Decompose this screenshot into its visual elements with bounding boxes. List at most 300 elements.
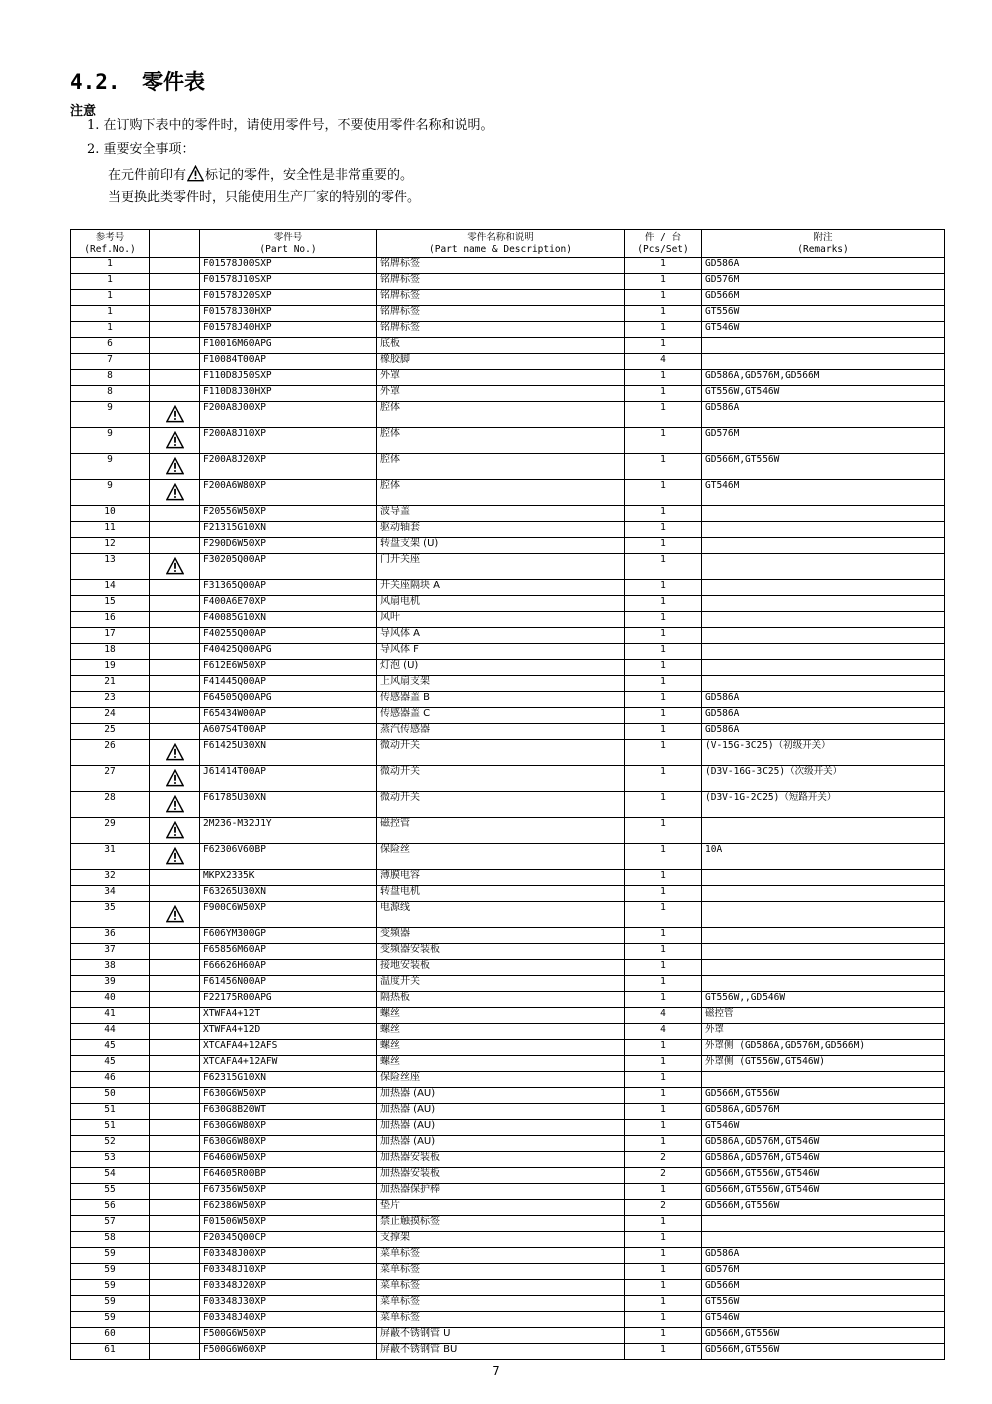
table-row [71, 1168, 945, 1184]
remarks-cell [702, 506, 945, 522]
warning-triangle-icon [166, 743, 184, 761]
part-no-cell: F612E6W50XP [200, 660, 377, 676]
table-row [71, 612, 945, 628]
remarks-cell: (D3V-16G-3C25)（次级开关） [702, 766, 945, 792]
table-row [71, 724, 945, 740]
header-part-name: 零件名称和说明 (Part name & Description) [377, 230, 625, 258]
remarks-cell [702, 338, 945, 354]
qty-cell: 1 [625, 944, 702, 960]
notes-title: 注意 [70, 104, 97, 119]
safety-mark-cell [150, 1168, 200, 1184]
part-name-cell: 传感器盖 B [377, 692, 625, 708]
table-row [71, 1232, 945, 1248]
part-name-cell: 门开关座 [377, 554, 625, 580]
table-row [71, 1008, 945, 1024]
qty-cell: 1 [625, 886, 702, 902]
part-no-cell: F61785U30XN [200, 792, 377, 818]
remarks-cell: 10A [702, 844, 945, 870]
part-no-cell: F200A8J00XP [200, 402, 377, 428]
ref-cell: 59 [71, 1248, 150, 1264]
part-name-cell: 支撑架 [377, 1232, 625, 1248]
remarks-cell [702, 928, 945, 944]
part-no-cell: F10084T00AP [200, 354, 377, 370]
qty-cell: 4 [625, 1008, 702, 1024]
safety-mark-cell [150, 766, 200, 792]
ref-cell: 15 [71, 596, 150, 612]
ref-cell: 29 [71, 818, 150, 844]
table-header-row [71, 230, 945, 258]
remarks-cell: GD566M,GT556W,GT546W [702, 1184, 945, 1200]
qty-cell: 1 [625, 1120, 702, 1136]
qty-cell: 1 [625, 554, 702, 580]
part-no-cell: F65856M60AP [200, 944, 377, 960]
part-no-cell: F500G6W60XP [200, 1344, 377, 1360]
part-name-cell: 螺丝 [377, 1008, 625, 1024]
remarks-cell [702, 1232, 945, 1248]
part-name-cell: 腔体 [377, 454, 625, 480]
part-name-cell: 温度开关 [377, 976, 625, 992]
part-name-cell: 转盘电机 [377, 886, 625, 902]
remarks-cell: GD586A [702, 402, 945, 428]
remarks-cell [702, 580, 945, 596]
notes-block [70, 100, 930, 213]
part-name-cell: 加热器安装板 [377, 1152, 625, 1168]
safety-mark-cell [150, 902, 200, 928]
safety-mark-cell [150, 596, 200, 612]
qty-cell: 1 [625, 992, 702, 1008]
ref-cell: 36 [71, 928, 150, 944]
part-no-cell: F630G6W80XP [200, 1136, 377, 1152]
safety-mark-cell [150, 708, 200, 724]
qty-cell: 1 [625, 322, 702, 338]
remarks-cell: GT556W [702, 306, 945, 322]
header-qty: 件 / 台 (Pcs/Set) [625, 230, 702, 258]
safety-mark-cell [150, 792, 200, 818]
part-name-cell: 加热器 (AU) [377, 1088, 625, 1104]
part-name-cell: 加热器 (AU) [377, 1136, 625, 1152]
part-no-cell: F630G6W50XP [200, 1088, 377, 1104]
safety-mark-cell [150, 886, 200, 902]
part-no-cell: F62315G10XN [200, 1072, 377, 1088]
ref-cell: 9 [71, 402, 150, 428]
remarks-cell [702, 596, 945, 612]
table-row [71, 506, 945, 522]
warning-triangle-icon [166, 431, 184, 449]
qty-cell: 1 [625, 306, 702, 322]
part-no-cell: F01578J20SXP [200, 290, 377, 306]
part-no-cell: F66626H60AP [200, 960, 377, 976]
safety-mark-cell [150, 338, 200, 354]
remarks-cell: 外罩 [702, 1024, 945, 1040]
ref-cell: 26 [71, 740, 150, 766]
safety-mark-cell [150, 1232, 200, 1248]
part-name-cell: 保险丝座 [377, 1072, 625, 1088]
section-number: 4.2. [70, 70, 121, 94]
table-row [71, 1120, 945, 1136]
safety-mark-cell [150, 992, 200, 1008]
remarks-cell [702, 1072, 945, 1088]
header-part-no: 零件号 (Part No.) [200, 230, 377, 258]
remarks-cell: GT556W [702, 1296, 945, 1312]
remarks-cell: 外罩侧 (GT556W,GT546W) [702, 1056, 945, 1072]
qty-cell: 1 [625, 870, 702, 886]
part-no-cell: F03348J20XP [200, 1280, 377, 1296]
qty-cell: 1 [625, 454, 702, 480]
ref-cell: 57 [71, 1216, 150, 1232]
safety-mark-cell [150, 554, 200, 580]
part-name-cell: 风叶 [377, 612, 625, 628]
part-name-cell: 电源线 [377, 902, 625, 928]
ref-cell: 45 [71, 1040, 150, 1056]
table-row [71, 354, 945, 370]
part-no-cell: F03348J30XP [200, 1296, 377, 1312]
header-remarks: 附注 (Remarks) [702, 230, 945, 258]
safety-mark-cell [150, 612, 200, 628]
ref-cell: 1 [71, 306, 150, 322]
safety-mark-cell [150, 976, 200, 992]
note-item-1: 1. 在订购下表中的零件时，请使用零件号，不要使用零件名称和说明。 [87, 118, 494, 133]
safety-mark-cell [150, 928, 200, 944]
safety-mark-cell [150, 1312, 200, 1328]
table-row [71, 928, 945, 944]
ref-cell: 16 [71, 612, 150, 628]
ref-cell: 41 [71, 1008, 150, 1024]
table-row [71, 1184, 945, 1200]
table-row [71, 596, 945, 612]
part-no-cell: F01578J30HXP [200, 306, 377, 322]
part-name-cell: 菜单标签 [377, 1280, 625, 1296]
part-no-cell: F40255Q00AP [200, 628, 377, 644]
remarks-cell: GD576M [702, 1264, 945, 1280]
part-name-cell: 加热器安装板 [377, 1168, 625, 1184]
part-name-cell: 薄膜电容 [377, 870, 625, 886]
safety-mark-cell [150, 1296, 200, 1312]
part-name-cell: 转盘支架 (U) [377, 538, 625, 554]
ref-cell: 9 [71, 428, 150, 454]
warning-triangle-icon [187, 165, 204, 182]
ref-cell: 34 [71, 886, 150, 902]
remarks-cell: GT546W [702, 1312, 945, 1328]
part-no-cell: F10016M60APG [200, 338, 377, 354]
qty-cell: 1 [625, 724, 702, 740]
part-name-cell: 磁控管 [377, 818, 625, 844]
table-row [71, 1200, 945, 1216]
table-row [71, 580, 945, 596]
ref-cell: 14 [71, 580, 150, 596]
remarks-cell: GT556W,GT546W [702, 386, 945, 402]
qty-cell: 1 [625, 402, 702, 428]
remarks-cell [702, 660, 945, 676]
remarks-cell: GT556W,,GD546W [702, 992, 945, 1008]
part-no-cell: F500G6W50XP [200, 1328, 377, 1344]
part-no-cell: F01578J00SXP [200, 258, 377, 274]
parts-table [70, 229, 945, 1360]
table-row [71, 792, 945, 818]
remarks-cell: GT546W [702, 322, 945, 338]
ref-cell: 21 [71, 676, 150, 692]
remarks-cell: GD586A [702, 708, 945, 724]
qty-cell: 1 [625, 370, 702, 386]
part-no-cell: F41445Q00AP [200, 676, 377, 692]
part-name-cell: 微动开关 [377, 792, 625, 818]
ref-cell: 9 [71, 480, 150, 506]
safety-mark-cell [150, 844, 200, 870]
part-name-cell: 腔体 [377, 428, 625, 454]
safety-mark-cell [150, 1280, 200, 1296]
table-row [71, 1136, 945, 1152]
remarks-cell [702, 870, 945, 886]
page-number: 7 [492, 1364, 500, 1378]
note-item-2-line-1 [70, 165, 930, 189]
part-name-cell: 菜单标签 [377, 1264, 625, 1280]
qty-cell: 1 [625, 1088, 702, 1104]
qty-cell: 1 [625, 1072, 702, 1088]
ref-cell: 12 [71, 538, 150, 554]
qty-cell: 1 [625, 1040, 702, 1056]
part-no-cell: F22175R00APG [200, 992, 377, 1008]
ref-cell: 59 [71, 1264, 150, 1280]
ref-cell: 11 [71, 522, 150, 538]
part-name-cell: 波导盖 [377, 506, 625, 522]
part-no-cell: F61425U30XN [200, 740, 377, 766]
safety-mark-cell [150, 692, 200, 708]
part-no-cell: F03348J10XP [200, 1264, 377, 1280]
qty-cell: 1 [625, 506, 702, 522]
qty-cell: 1 [625, 1328, 702, 1344]
table-row [71, 766, 945, 792]
ref-cell: 61 [71, 1344, 150, 1360]
table-row [71, 902, 945, 928]
safety-mark-cell [150, 370, 200, 386]
safety-mark-cell [150, 870, 200, 886]
safety-mark-cell [150, 1216, 200, 1232]
ref-cell: 35 [71, 902, 150, 928]
remarks-cell [702, 522, 945, 538]
qty-cell: 1 [625, 1184, 702, 1200]
part-name-cell: 变频器安装板 [377, 944, 625, 960]
table-row [71, 428, 945, 454]
safety-mark-cell [150, 628, 200, 644]
part-name-cell: 腔体 [377, 480, 625, 506]
table-row [71, 1280, 945, 1296]
part-name-cell: 禁止触摸标签 [377, 1216, 625, 1232]
part-no-cell: MKPX2335K [200, 870, 377, 886]
remarks-cell: (D3V-1G-2C25)（短路开关） [702, 792, 945, 818]
part-no-cell: F630G8B20WT [200, 1104, 377, 1120]
part-no-cell: F630G6W80XP [200, 1120, 377, 1136]
table-row [71, 1216, 945, 1232]
table-row [71, 1248, 945, 1264]
part-no-cell: F900C6W50XP [200, 902, 377, 928]
warning-triangle-icon [166, 557, 184, 575]
ref-cell: 58 [71, 1232, 150, 1248]
part-name-cell: 传感器盖 C [377, 708, 625, 724]
safety-mark-cell [150, 724, 200, 740]
safety-mark-cell [150, 274, 200, 290]
part-no-cell: A607S4T00AP [200, 724, 377, 740]
ref-cell: 45 [71, 1056, 150, 1072]
remarks-cell [702, 818, 945, 844]
part-name-cell: 屏蔽不锈钢管 BU [377, 1344, 625, 1360]
table-row [71, 740, 945, 766]
remarks-cell: GD586A [702, 1248, 945, 1264]
warning-triangle-icon [166, 405, 184, 423]
safety-mark-cell [150, 454, 200, 480]
table-row [71, 1152, 945, 1168]
table-row [71, 258, 945, 274]
part-name-cell: 外罩 [377, 386, 625, 402]
safety-mark-cell [150, 386, 200, 402]
qty-cell: 1 [625, 274, 702, 290]
table-row [71, 944, 945, 960]
part-no-cell: F110D8J50SXP [200, 370, 377, 386]
part-name-cell: 螺丝 [377, 1024, 625, 1040]
part-no-cell: F62386W50XP [200, 1200, 377, 1216]
part-no-cell: F65434W00AP [200, 708, 377, 724]
qty-cell: 1 [625, 960, 702, 976]
ref-cell: 9 [71, 454, 150, 480]
warning-triangle-icon [166, 821, 184, 839]
safety-mark-cell [150, 506, 200, 522]
ref-cell: 10 [71, 506, 150, 522]
qty-cell: 1 [625, 258, 702, 274]
ref-cell: 44 [71, 1024, 150, 1040]
ref-cell: 59 [71, 1280, 150, 1296]
qty-cell: 4 [625, 1024, 702, 1040]
table-row [71, 644, 945, 660]
warning-triangle-icon [166, 457, 184, 475]
table-row [71, 538, 945, 554]
remarks-cell: GD586A [702, 724, 945, 740]
table-row [71, 274, 945, 290]
ref-cell: 17 [71, 628, 150, 644]
part-no-cell: XTWFA4+12T [200, 1008, 377, 1024]
remarks-cell [702, 886, 945, 902]
part-name-cell: 铭牌标签 [377, 258, 625, 274]
ref-cell: 27 [71, 766, 150, 792]
table-row [71, 454, 945, 480]
part-name-cell: 螺丝 [377, 1056, 625, 1072]
warning-triangle-icon [166, 769, 184, 787]
table-row [71, 1312, 945, 1328]
ref-cell: 7 [71, 354, 150, 370]
table-row [71, 1104, 945, 1120]
qty-cell: 1 [625, 1280, 702, 1296]
table-row [71, 402, 945, 428]
part-name-cell: 保险丝 [377, 844, 625, 870]
safety-mark-cell [150, 644, 200, 660]
table-row [71, 1264, 945, 1280]
part-no-cell: XTCAFA4+12AFW [200, 1056, 377, 1072]
safety-mark-cell [150, 944, 200, 960]
safety-mark-cell [150, 354, 200, 370]
safety-mark-cell [150, 1024, 200, 1040]
qty-cell: 1 [625, 644, 702, 660]
remarks-cell: GD576M [702, 274, 945, 290]
table-row [71, 960, 945, 976]
qty-cell: 1 [625, 1264, 702, 1280]
remarks-cell: GD566M,GT556W [702, 1088, 945, 1104]
remarks-cell: GD586A [702, 692, 945, 708]
ref-cell: 38 [71, 960, 150, 976]
remarks-cell [702, 538, 945, 554]
ref-cell: 46 [71, 1072, 150, 1088]
remarks-cell: GT546M [702, 480, 945, 506]
qty-cell: 1 [625, 1216, 702, 1232]
part-name-cell: 腔体 [377, 402, 625, 428]
ref-cell: 23 [71, 692, 150, 708]
section-title: 零件表 [142, 70, 205, 94]
remarks-cell: GT546W [702, 1120, 945, 1136]
qty-cell: 1 [625, 628, 702, 644]
qty-cell: 1 [625, 928, 702, 944]
remarks-cell [702, 554, 945, 580]
remarks-cell: 外罩侧 (GD586A,GD576M,GD566M) [702, 1040, 945, 1056]
remarks-cell [702, 944, 945, 960]
part-name-cell: 橡胶脚 [377, 354, 625, 370]
qty-cell: 1 [625, 1136, 702, 1152]
qty-cell: 1 [625, 740, 702, 766]
remarks-cell: 磁控管 [702, 1008, 945, 1024]
qty-cell: 1 [625, 792, 702, 818]
table-row [71, 338, 945, 354]
safety-mark-cell [150, 522, 200, 538]
ref-cell: 53 [71, 1152, 150, 1168]
part-name-cell: 底板 [377, 338, 625, 354]
safety-mark-cell [150, 1088, 200, 1104]
part-no-cell: F64606W50XP [200, 1152, 377, 1168]
table-row [71, 1040, 945, 1056]
remarks-cell [702, 612, 945, 628]
table-row [71, 1296, 945, 1312]
table-row [71, 290, 945, 306]
part-no-cell: F200A8J20XP [200, 454, 377, 480]
ref-cell: 19 [71, 660, 150, 676]
qty-cell: 1 [625, 708, 702, 724]
table-row [71, 844, 945, 870]
remarks-cell [702, 902, 945, 928]
part-no-cell: F20345Q00CP [200, 1232, 377, 1248]
remarks-cell: GD586A,GD576M,GT546W [702, 1136, 945, 1152]
part-no-cell: F64505Q00APG [200, 692, 377, 708]
warning-triangle-icon [166, 905, 184, 923]
ref-cell: 25 [71, 724, 150, 740]
ref-cell: 8 [71, 386, 150, 402]
remarks-cell: GD576M [702, 428, 945, 454]
ref-cell: 56 [71, 1200, 150, 1216]
part-name-cell: 风扇电机 [377, 596, 625, 612]
part-name-cell: 导风体 A [377, 628, 625, 644]
table-row [71, 1072, 945, 1088]
part-no-cell: XTWFA4+12D [200, 1024, 377, 1040]
ref-cell: 1 [71, 322, 150, 338]
header-safety-mark [150, 230, 200, 258]
safety-mark-cell [150, 1072, 200, 1088]
part-no-cell: XTCAFA4+12AFS [200, 1040, 377, 1056]
qty-cell: 1 [625, 976, 702, 992]
part-no-cell: F31365Q00AP [200, 580, 377, 596]
warning-triangle-icon [166, 795, 184, 813]
table-row [71, 976, 945, 992]
safety-mark-cell [150, 1328, 200, 1344]
ref-cell: 32 [71, 870, 150, 886]
part-name-cell: 加热器 (AU) [377, 1120, 625, 1136]
part-name-cell: 菜单标签 [377, 1312, 625, 1328]
remarks-cell [702, 976, 945, 992]
table-row [71, 306, 945, 322]
qty-cell: 1 [625, 766, 702, 792]
part-name-cell: 菜单标签 [377, 1248, 625, 1264]
